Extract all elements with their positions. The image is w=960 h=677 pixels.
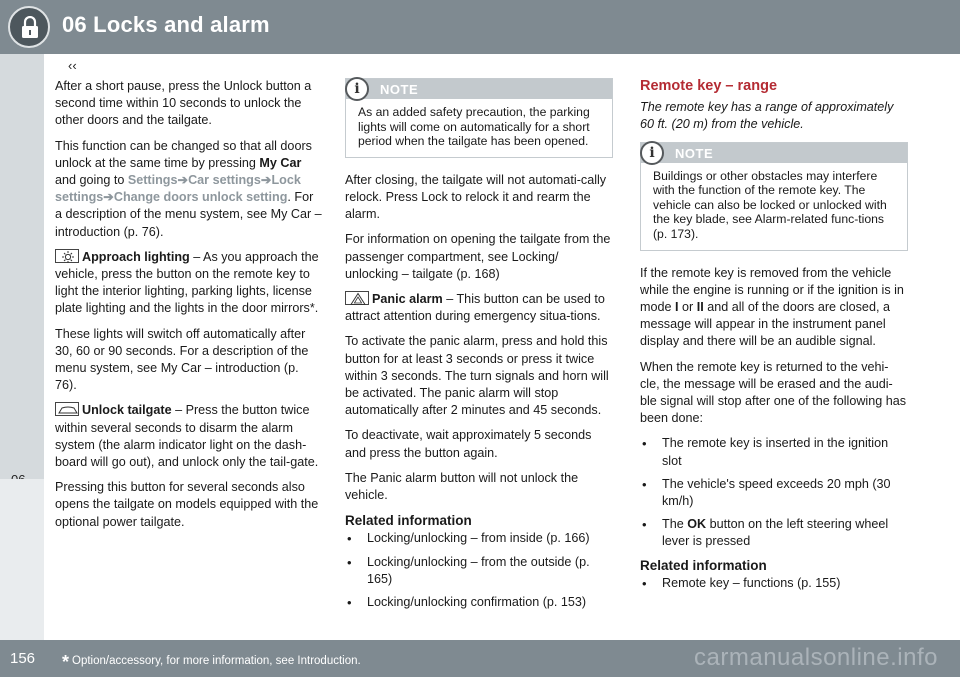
menu-path-lock-settings[interactable]: Lock settings	[55, 173, 301, 205]
paragraph: The Panic alarm button will not unlock the vehicle.	[345, 470, 579, 503]
note-header	[641, 143, 907, 163]
paragraph-approach	[55, 249, 323, 318]
info-icon: i	[345, 77, 369, 101]
panic-alarm-title: Panic alarm	[372, 292, 443, 306]
watermark: carmanualsonline.info	[694, 644, 938, 671]
column-2	[345, 78, 613, 617]
related-info-heading: Related information	[345, 513, 472, 529]
text: – This button can be used to attract attention during emergency situa-tions.	[345, 292, 605, 324]
text: button on the left steering wheel lever is pressed	[662, 517, 889, 549]
menu-path-change-doors[interactable]: Change doors unlock setting	[113, 190, 288, 205]
note-text: As an added safety precaution, the parking lights will come on automatically for a short period when the tailgate has been opened.	[358, 105, 590, 149]
approach-light-icon	[55, 249, 79, 263]
text: The	[662, 517, 688, 532]
paragraph-unlock-tailgate	[55, 402, 323, 471]
chapter-tab	[0, 54, 44, 479]
paragraph: To deactivate, wait approximately 5 seconds and press the button again.	[345, 428, 592, 460]
approach-lighting-title: Approach lighting	[82, 249, 190, 264]
note-text: Buildings or other obstacles may interfere with the function of the remote key. The vehicle can also be locked or unlocked with the key blade, see Alarm-related func-tions (p. 173).	[653, 168, 887, 241]
text: – As you approach the vehicle, press the button on the remote key to light the interior lighting, parking lights, license plate lighting and the lights in the door mirrors*.	[55, 249, 319, 316]
related-info-list	[640, 575, 908, 592]
info-icon: i	[640, 141, 664, 165]
paragraph: After a short pause, press the Unlock button a second time within 10 seconds to unlock the other doors and the tailgate.	[55, 79, 312, 128]
arrow-right-icon: ➔	[177, 173, 189, 188]
footnote-text: Option/accessory, for more information, see Introduction.	[72, 655, 361, 667]
paragraph: For information on opening the tailgate from the passenger compartment, see Locking/ unlocking – tailgate (p. 168)	[345, 232, 611, 281]
ignition-mode-ii: II	[696, 299, 704, 314]
tailgate-icon	[55, 402, 79, 416]
list-item: • The vehicle's speed exceeds 20 mph (30 km/h)	[640, 476, 908, 510]
my-car-label: My Car	[259, 155, 302, 170]
text: – Press the button twice within several seconds to disarm the alarm system (the alarm indicator light on the dash-board will go out), and unlock only the tail-gate.	[55, 403, 319, 470]
column-3	[640, 78, 908, 598]
arrow-right-icon: ➔	[103, 190, 114, 205]
related-link[interactable]: • Locking/unlocking – from the outside (p. 165)	[345, 554, 613, 588]
paragraph: To activate the panic alarm, press and hold this button for at least 3 seconds or press it twice within 3 seconds. The turn signals and horn will be activated. The panic alarm will stop automatically after 2 minutes and 45 seconds.	[345, 334, 609, 418]
paragraph: When the remote key is returned to the vehi-cle, the message will be erased and the audi-ble signal will stop after one of the following has been done:	[640, 359, 907, 426]
paragraph-panic-alarm	[345, 291, 613, 325]
paragraph: Pressing this button for several seconds also opens the tailgate on models equipped with the optional power tailgate.	[55, 480, 319, 529]
sidebar-lower	[0, 479, 44, 640]
warning-triangle-icon	[345, 291, 369, 305]
chapter-header	[0, 0, 960, 54]
note-box	[345, 78, 613, 158]
page-footer	[0, 640, 960, 677]
text: This function can be changed so that all doors unlock at the same time by pressing	[55, 138, 312, 170]
back-arrows-icon[interactable]: ‹‹	[68, 58, 77, 73]
related-info-list	[345, 530, 613, 611]
asterisk: *	[62, 652, 70, 672]
note-header	[346, 79, 612, 99]
arrow-right-icon: ➔	[260, 173, 272, 188]
paragraph-ignition	[640, 265, 908, 351]
text: and all of the doors are closed, a message will appear in the instrument panel display and there will be an audible signal.	[640, 299, 890, 349]
related-link[interactable]: • Locking/unlocking – from inside (p. 166)	[345, 530, 613, 547]
related-link[interactable]: • Locking/unlocking confirmation (p. 153)	[345, 594, 613, 611]
paragraph: These lights will switch off automatically after 30, 60 or 90 seconds. For a description of the menu system, see My Car – introduction (p. 76).	[55, 326, 309, 393]
column-1	[55, 78, 323, 539]
note-box	[640, 142, 908, 251]
note-label: NOTE	[675, 145, 714, 161]
section-intro: The remote key has a range of approximately 60 ft. (20 m) from the vehicle.	[640, 100, 894, 132]
menu-path-car-settings[interactable]: Car settings	[188, 173, 261, 188]
list-item	[640, 516, 908, 550]
list-item: • The remote key is inserted in the ignition slot	[640, 435, 908, 469]
lock-icon	[8, 6, 50, 48]
paragraph: After closing, the tailgate will not automati-cally relock. Press Lock to relock it and rearm the alarm.	[345, 172, 607, 222]
ok-label: OK	[687, 517, 707, 532]
page-number: 156	[10, 650, 36, 667]
text: . For a description of the menu system, see My Car – introduction (p. 76).	[55, 190, 322, 239]
note-label: NOTE	[380, 82, 419, 97]
related-link[interactable]: • Remote key – functions (p. 155)	[640, 575, 908, 592]
text: and going to	[55, 173, 128, 188]
paragraph-settings	[55, 138, 323, 241]
condition-list	[640, 435, 908, 550]
ignition-mode-i: I	[675, 299, 679, 314]
text: If the remote key is removed from the vehicle while the engine is running or if the ignition is in mode	[640, 265, 904, 314]
footnote	[62, 652, 361, 673]
unlock-tailgate-title: Unlock tailgate	[82, 403, 172, 418]
related-info-heading: Related information	[640, 557, 767, 573]
menu-path-settings[interactable]: Settings	[127, 173, 178, 188]
text: or	[678, 299, 697, 314]
section-title: Remote key – range	[640, 78, 778, 94]
chapter-title: 06 Locks and alarm	[62, 12, 270, 37]
